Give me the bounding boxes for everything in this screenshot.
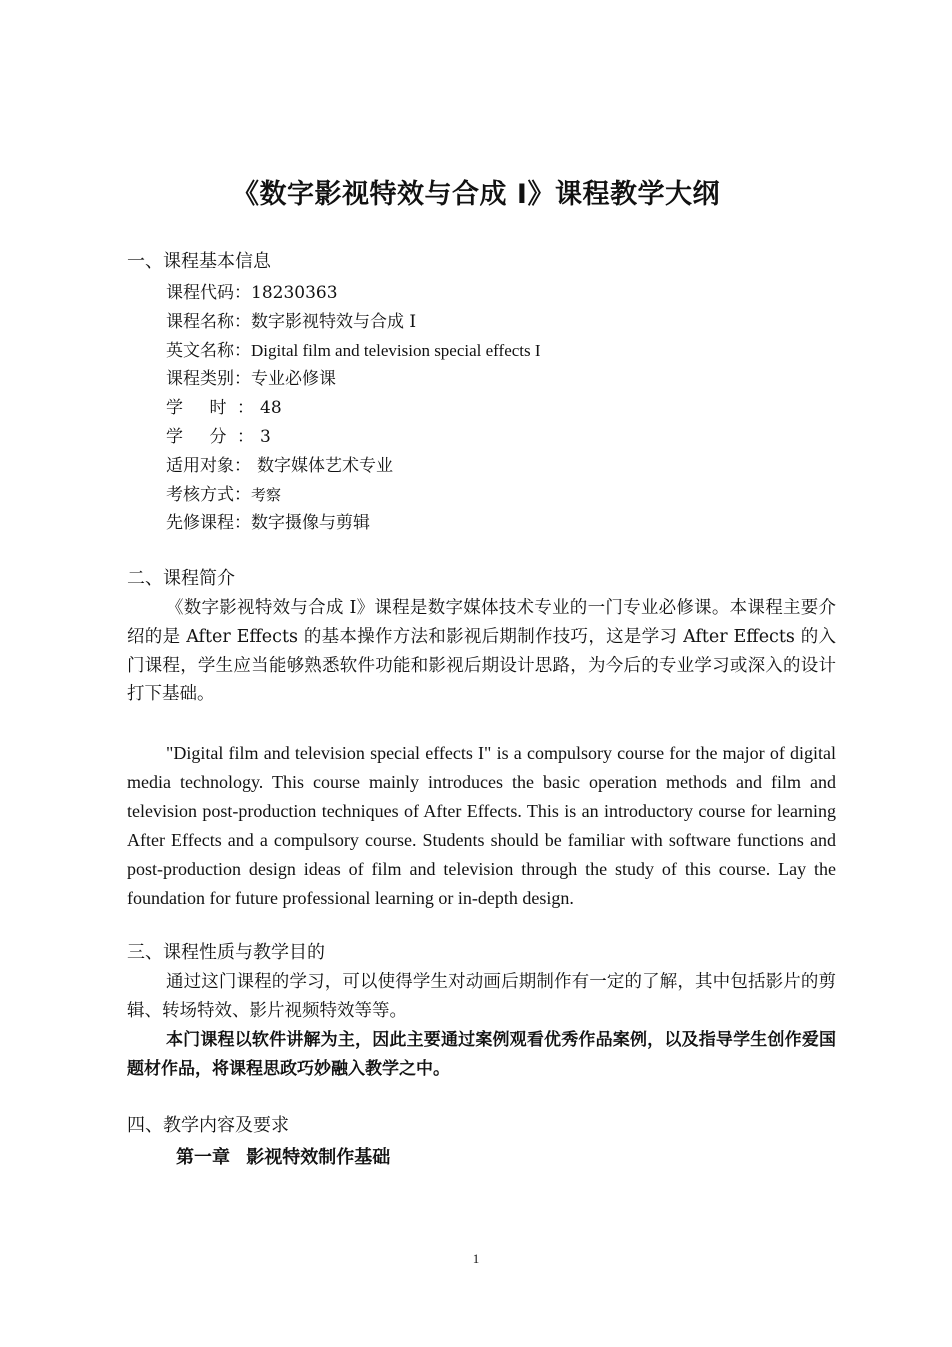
section-heading-basic-info: 一、课程基本信息 <box>127 251 271 272</box>
info-row-audience <box>166 452 541 481</box>
info-value: 专业必修课 <box>251 369 336 390</box>
info-label: 课程类别： <box>166 369 251 390</box>
info-value: 数字影视特效与合成 I <box>251 311 417 332</box>
info-label: 学 分： <box>166 426 254 447</box>
info-value: 3 <box>260 426 271 447</box>
info-value: 数字摄像与剪辑 <box>251 513 370 534</box>
objectives-paragraph-bold: 本门课程以软件讲解为主，因此主要通过案例观看优秀作品案例，以及指导学生创作爱国题材作品，将课程思政巧妙融入教学之中。 <box>127 1030 836 1079</box>
introduction-paragraph-english: "Digital film and television special effects I" is a compulsory course for the major of digital media technology. This course mainly introduces the basic operation methods and film and television post-production techniques of After Effects. This is an introductory course for learning After Effects and a compulsory course. Students should be familiar with software functions and post-production design ideas of film and television through the study of this course. Lay the foundation for future professional learning or in-depth design. <box>127 743 836 908</box>
info-label: 学 时： <box>166 398 254 419</box>
info-value: 数字媒体艺术专业 <box>257 455 393 476</box>
info-row-hours <box>166 394 541 423</box>
course-info-list <box>166 279 541 538</box>
introduction-paragraph-chinese: 《数字影视特效与合成 I》课程是数字媒体技术专业的一门专业必修课。本课程主要介绍的是 After Effects 的基本操作方法和影视后期制作技巧，这是学习 After Effects 的入门课程，学生应当能够熟悉软件功能和影视后期设计思路，为今后的专业学习或深入的设计打下基础。 <box>127 598 836 705</box>
chapter-heading: 第一章 影视特效制作基础 <box>176 1147 391 1168</box>
info-label: 适用对象： <box>166 455 251 476</box>
info-row-code <box>166 279 541 308</box>
info-row-credits <box>166 423 541 452</box>
section-heading-nature-objectives: 三、课程性质与教学目的 <box>127 942 325 963</box>
section-heading-content-requirements: 四、教学内容及要求 <box>127 1115 289 1136</box>
info-label: 先修课程： <box>166 513 251 534</box>
page-number: 1 <box>472 1251 480 1266</box>
info-value: Digital film and television special effects I <box>251 340 541 360</box>
info-value: 48 <box>260 398 282 419</box>
info-row-assessment <box>166 481 541 510</box>
info-value: 18230363 <box>251 283 338 303</box>
info-value: 考察 <box>251 485 282 504</box>
info-label: 课程名称： <box>166 311 251 332</box>
info-label: 考核方式： <box>166 484 251 505</box>
document-title: 《数字影视特效与合成 I》课程教学大纲 <box>232 179 720 210</box>
info-row-english-name <box>166 337 541 366</box>
info-row-category <box>166 365 541 394</box>
info-label: 英文名称： <box>166 340 251 361</box>
info-label: 课程代码： <box>166 283 251 303</box>
objectives-paragraph: 通过这门课程的学习，可以使得学生对动画后期制作有一定的了解，其中包括影片的剪辑、转场特效、影片视频特效等等。 <box>127 972 836 1021</box>
section-heading-introduction: 二、课程简介 <box>127 568 235 589</box>
info-row-name <box>166 308 541 337</box>
info-row-prerequisite <box>166 509 541 538</box>
